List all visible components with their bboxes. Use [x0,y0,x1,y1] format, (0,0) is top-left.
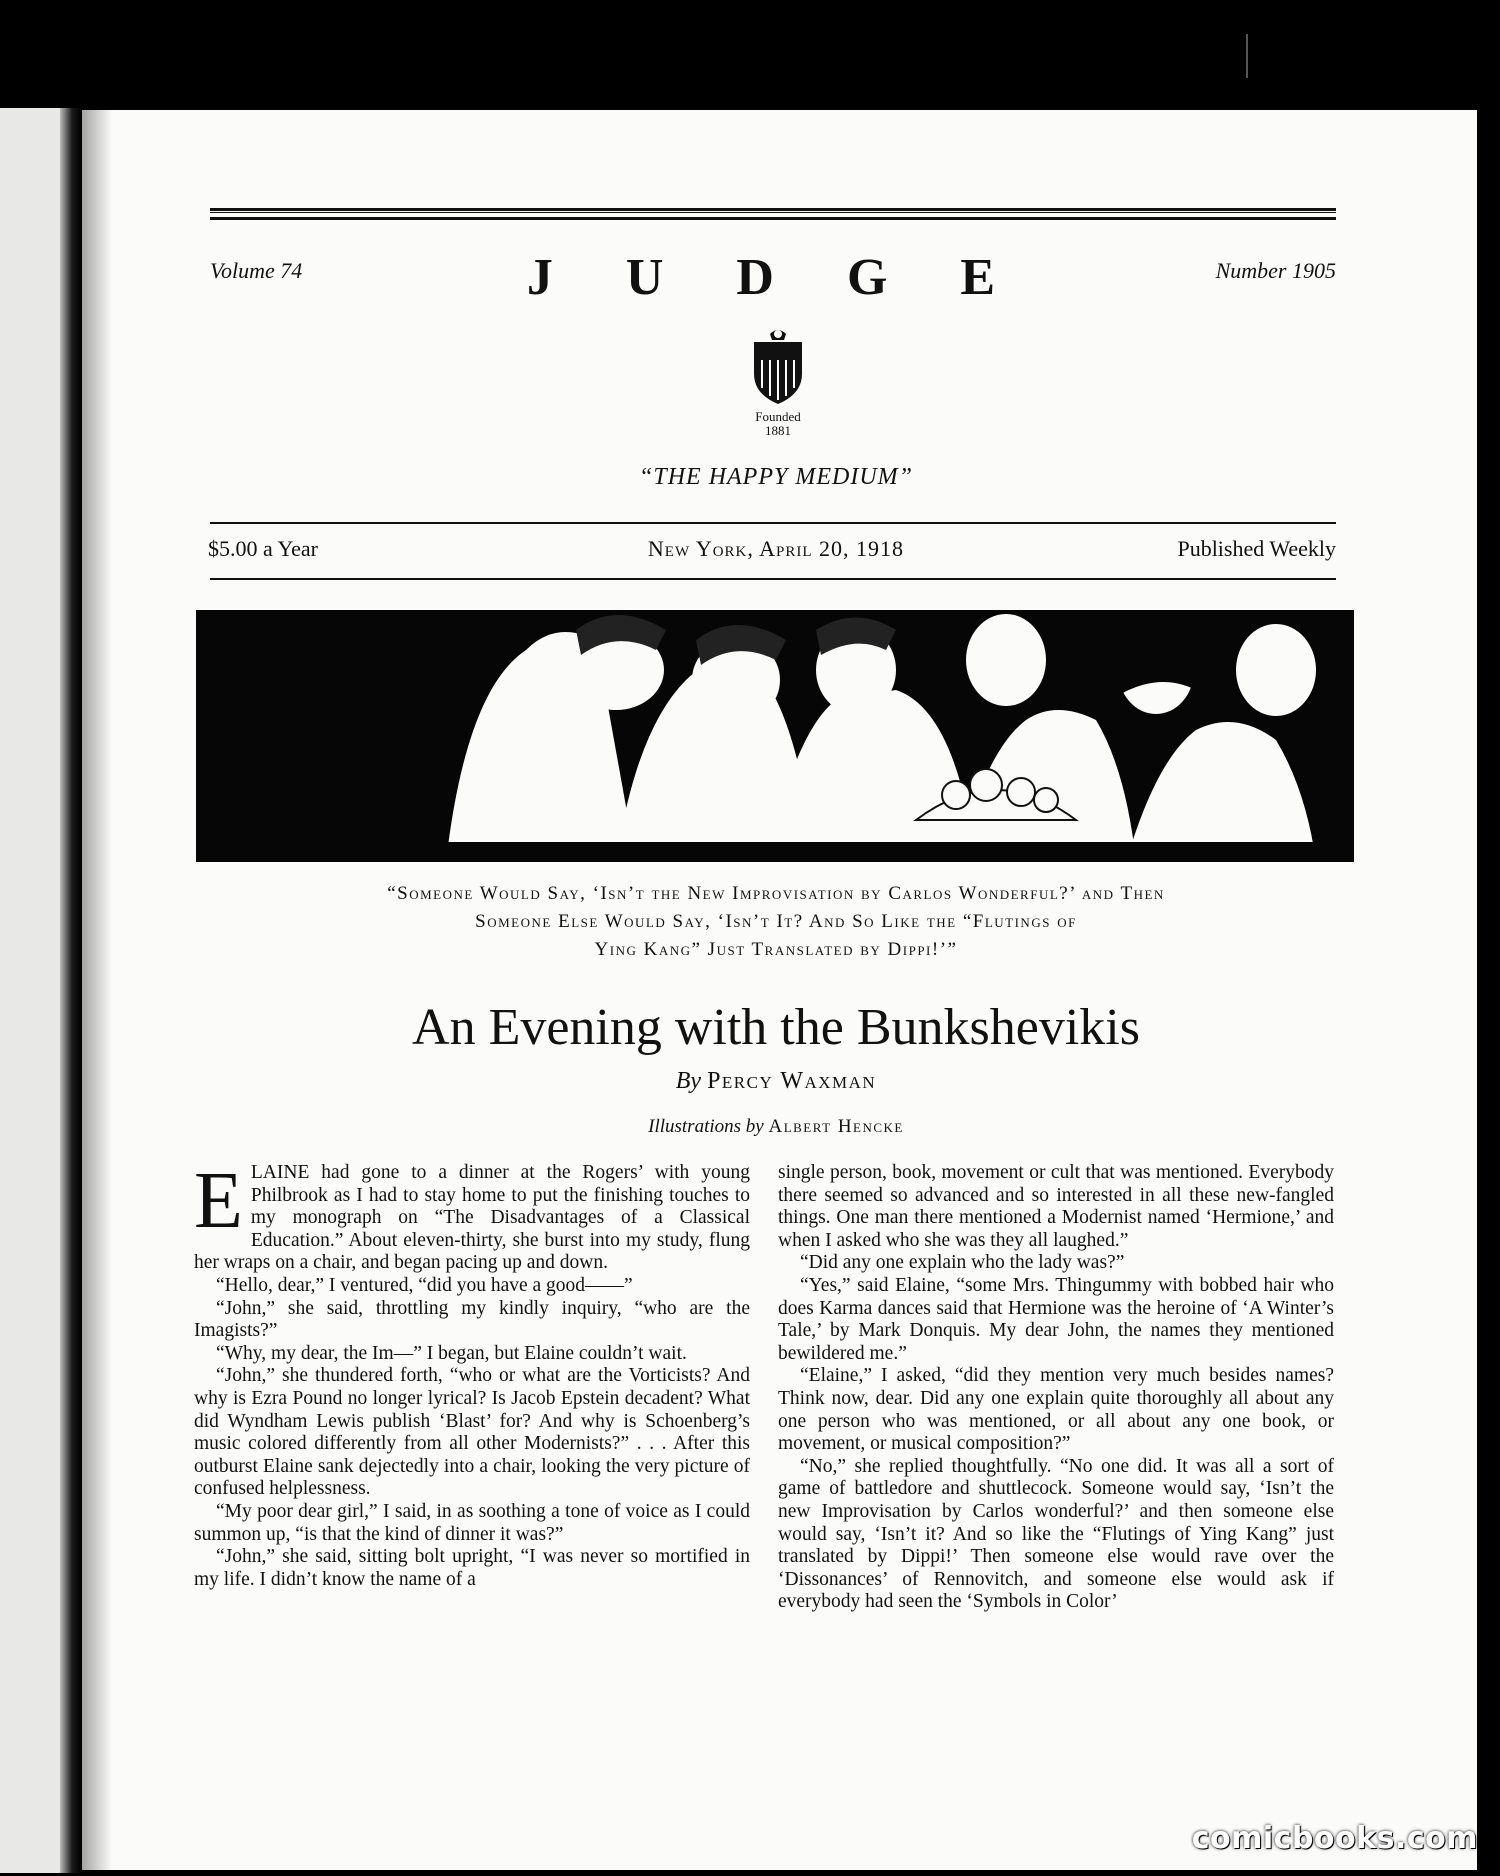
scan-mark [1246,34,1248,78]
dinner-party-illustration [196,610,1354,862]
paragraph: “Hello, dear,” I ventured, “did you have a good——” [216,1274,633,1296]
dateline: New York, April 20, 1918 [647,536,905,561]
subscription-price: $5.00 a Year [208,536,318,561]
byline [0,1068,1500,1095]
page-shadow [82,110,112,1870]
paragraph: “John,” she thundered forth, “who or what are the Vorticists? And why is Ezra Pound no longer lyrical? Is Jacob Epstein decadent? What did Wyndham Lewis publish ‘Blast’ for? And why is Schoenberg’s music colored differently from all other Modernists?” . . . After this outburst Elaine sank dejectedly into a chair, looking the very picture of confused helplessness. [194,1365,750,1500]
paragraph: “Why, my dear, the Im—” I began, but Elaine couldn’t wait. [216,1342,687,1364]
paragraph: “John,” she said, throttling my kindly inquiry, “who are the Imagists?” [194,1297,750,1342]
eagle-shield-icon [748,326,808,406]
byline-by: By [675,1068,702,1094]
founded-year: 1881 [765,423,791,438]
paragraph: “Yes,” said Elaine, “some Mrs. Thingummy with bobbed hair who does Karma dances said that Hermione was the heroine of ‘A Winter’s Tale,’ by Mark Donquis. My dear John, the names they mentioned bewildered me.” [778,1274,1334,1364]
issue-number: Number 1905 [1215,258,1336,283]
illustration-caption [216,880,1336,964]
publication-frequency: Published Weekly [1177,536,1336,561]
paragraph: single person, book, movement or cult that was mentioned. Everybody there seemed so advanced and so interested in all these new-fangled things. One man there mentioned a Modernist named ‘Hermione,’ and when I asked who she was they all laughed.” [778,1162,1334,1251]
drop-cap: E [194,1157,243,1245]
masthead-title: J U D G E [526,249,1026,306]
watermark: comicbooks.com [1191,1821,1478,1856]
caption-line-2: Someone Else Would Say, ‘Isn’t It? And So Like the “Flutings of [475,911,1077,932]
paragraph: “No,” she replied thoughtfully. “No one did. It was all a sort of game of battledore and shuttlecock. Someone would say, ‘Isn’t the new Improvisation by Carlos wonderful?’ and then someone else would say, ‘Isn’t it? And so like the “Flutings of Ying Kang” just translated by Dippi!’ Then someone else would rave over the ‘Dissonances’ of Rennovitch, and someone else would ask if everybody had seen the ‘Symbols in Color’ [778,1455,1334,1613]
caption-line-3: Ying Kang” Just Translated by Dippi!’” [594,939,958,960]
masthead-top-rule [210,208,1336,220]
paragraph [194,1157,750,1275]
paragraph: “Did any one explain who the lady was?” [800,1252,1125,1274]
article-column-1 [194,1157,750,1591]
volume-label: Volume 74 [210,258,303,283]
paragraph: “John,” she said, sitting bolt upright, “I was never so mortified in my life. I didn’t know the name of a [194,1546,750,1590]
facing-page-edge [0,108,68,1873]
illustrations-label: Illustrations by [648,1116,764,1137]
illustrator-name: Albert Hencke [768,1116,904,1137]
author-name: Percy Waxman [707,1068,877,1094]
dateline-top-rule [210,522,1336,524]
paragraph-text: LAINE had gone to a dinner at the Rogers’ with young Philbrook as I had to stay home to put the finishing touches to my monograph on “The Disadvantages of a Classical Education.” About eleven-thirty, she burst into my study, flung her wraps on a chair, and began pacing up and down. [194,1162,750,1274]
dateline-bottom-rule [210,578,1336,580]
caption-line-1: “Someone Would Say, ‘Isn’t the New Improvisation by Carlos Wonderful?’ and Then [387,883,1165,904]
book-gutter [60,108,82,1873]
founded-note [718,410,838,438]
paragraph: “My poor dear girl,” I said, in as soothing a tone of voice as I could summon up, “is that the kind of dinner it was?” [194,1500,750,1545]
article-column-2 [778,1162,1334,1614]
paragraph: “Elaine,” I asked, “did they mention very much besides names? Think now, dear. Did any one explain quite thoroughly all about any one person who was mentioned, or all about any one book, or movement, or musical composition?” [778,1365,1334,1455]
article-headline: An Evening with the Bunkshevikis [412,999,1140,1056]
illustrations-credit [0,1116,1500,1138]
motto: “THE HAPPY MEDIUM” [639,464,913,490]
founded-label: Founded [755,409,801,424]
